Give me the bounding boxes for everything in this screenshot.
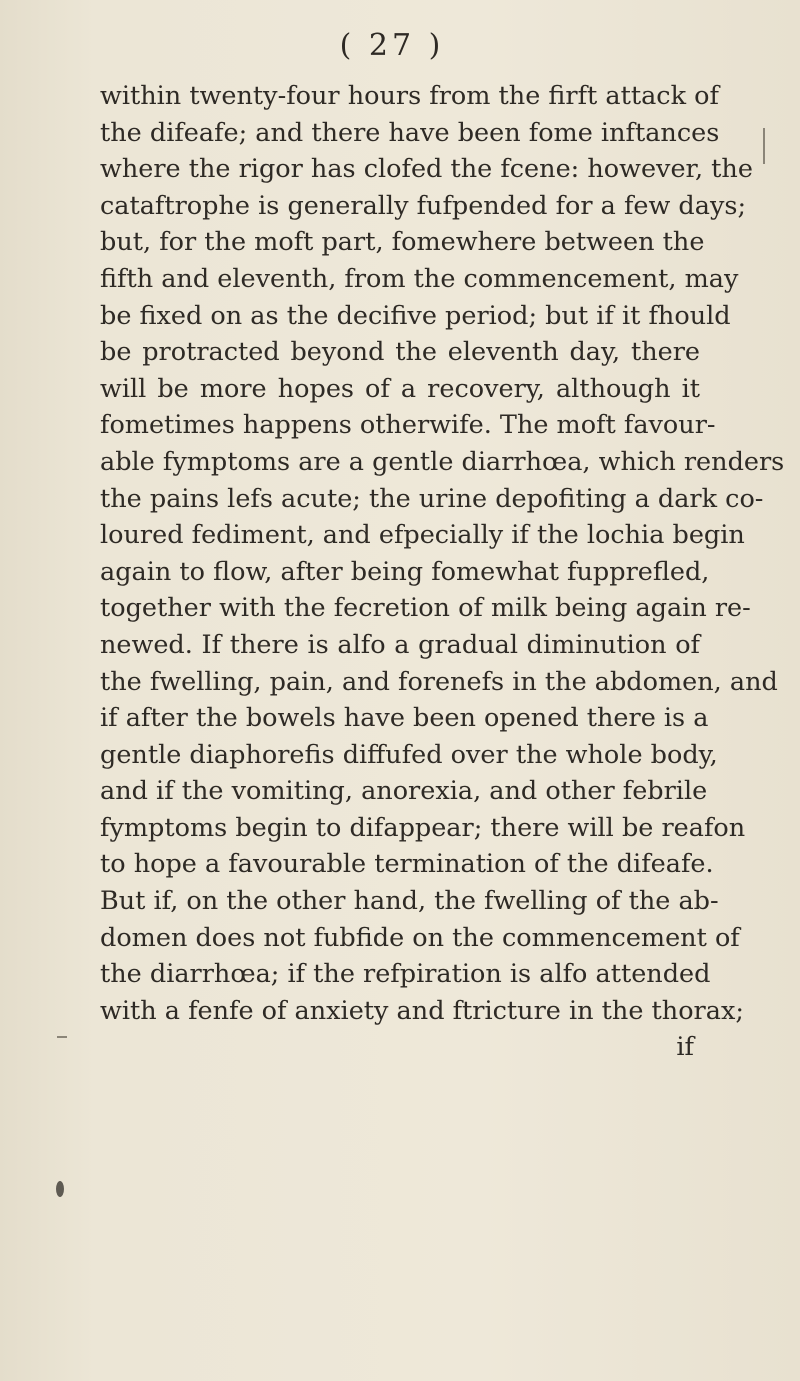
margin-mark [57, 1036, 67, 1038]
catchword: if [676, 1032, 694, 1063]
text-line: be fixed on as the decifive period; but if it fhould [100, 300, 731, 331]
text-line: cataftrophe is generally fufpended for a few days; [100, 190, 747, 221]
text-line: to hope a favourable termination of the difeafe. [100, 849, 714, 880]
text-line: but, for the moft part, fomewhere between the [100, 227, 705, 258]
text-line: within twenty-four hours from the firft attack of [100, 81, 719, 111]
text-line: fifth and eleventh, from the commencement, may [100, 263, 739, 294]
text-line: able fymptoms are a gentle diarrhœa, which renders [100, 446, 785, 477]
ink-spot [56, 1181, 64, 1197]
text-line: newed. If there is alfo a gradual diminution of [100, 629, 700, 660]
body-text [100, 78, 785, 1066]
text-line: again to flow, after being fomewhat fupprefled, [100, 556, 710, 587]
page-edge-mark [763, 128, 765, 164]
page-number: ( 27 ) [339, 28, 445, 63]
text-line: where the rigor has clofed the fcene: however, the [100, 154, 753, 185]
text-line: fymptoms begin to difappear; there will be reafon [100, 812, 746, 843]
text-line: loured fediment, and efpecially if the lochia begin [100, 520, 745, 551]
text-line: and if the vomiting, anorexia, and other febrile [100, 776, 708, 807]
text-line: if after the bowels have been opened there is a [100, 703, 709, 734]
text-line: gentle diaphorefis diffufed over the whole body, [100, 739, 718, 770]
text-line: together with the fecretion of milk being again re- [100, 593, 751, 624]
text-line: But if, on the other hand, the fwelling of the ab- [100, 886, 719, 917]
text-line: the difeafe; and there have been fome inftances [100, 117, 720, 148]
text-line: the diarrhœa; if the refpiration is alfo attended [100, 959, 711, 990]
text-line: with a fenfe of anxiety and ftricture in the thorax; [100, 995, 744, 1026]
text-line: fometimes happens otherwife. The moft favour- [100, 410, 716, 441]
text-line: the pains lefs acute; the urine depofiting a dark co- [100, 483, 764, 514]
text-line: be protracted beyond the eleventh day, there [100, 337, 700, 368]
text-line: the fwelling, pain, and forenefs in the abdomen, and [100, 666, 778, 697]
text-line: will be more hopes of a recovery, although it [100, 373, 700, 404]
text-line: domen does not fubfide on the commencement of [100, 922, 740, 953]
